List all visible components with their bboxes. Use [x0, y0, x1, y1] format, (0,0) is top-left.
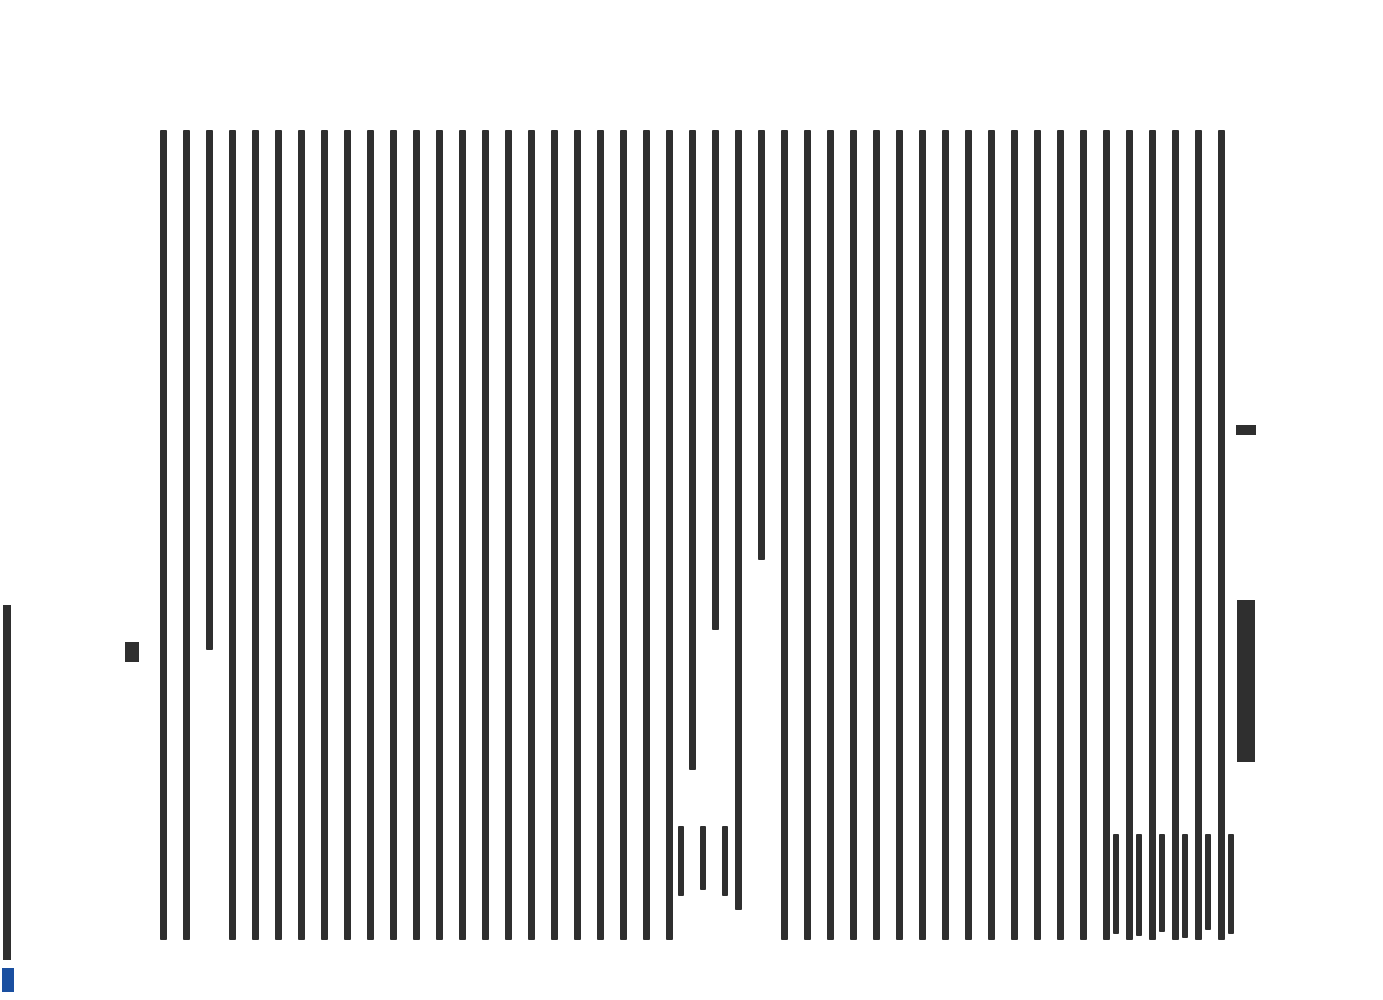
- text-line: [666, 130, 673, 940]
- text-line: [689, 130, 696, 770]
- text-line: [758, 130, 765, 560]
- text-line: [1126, 130, 1133, 940]
- text-line: [643, 130, 650, 940]
- dfg-logo: [2, 968, 14, 992]
- text-line: [896, 130, 903, 940]
- margin-note-line: [700, 826, 706, 890]
- text-line: [321, 130, 328, 940]
- text-line: [229, 130, 236, 940]
- text-line: [275, 130, 282, 940]
- text-line: [1011, 130, 1018, 940]
- text-line: [298, 130, 305, 940]
- margin-note-line: [1159, 834, 1165, 932]
- text-line: [1057, 130, 1064, 940]
- margin-note-line: [1205, 834, 1211, 930]
- text-line: [344, 130, 351, 940]
- text-line: [482, 130, 489, 940]
- text-line: [919, 130, 926, 940]
- text-line: [620, 130, 627, 940]
- text-line: [597, 130, 604, 940]
- text-line: [206, 130, 213, 650]
- text-line: [413, 130, 420, 940]
- footer-credit: [3, 605, 11, 960]
- text-line: [1195, 130, 1202, 940]
- text-line: [735, 130, 742, 910]
- signature-mark: [125, 642, 139, 662]
- text-line: [551, 130, 558, 940]
- text-line: [804, 130, 811, 940]
- text-line: [850, 130, 857, 940]
- text-line: [528, 130, 535, 940]
- text-line: [1218, 130, 1225, 940]
- text-line: [252, 130, 259, 940]
- margin-note-line: [1136, 834, 1142, 936]
- text-line: [942, 130, 949, 940]
- text-line: [436, 130, 443, 940]
- text-line: [505, 130, 512, 940]
- text-line: [781, 130, 788, 940]
- text-line: [1149, 130, 1156, 940]
- text-line: [183, 130, 190, 940]
- text-line: [988, 130, 995, 940]
- margin-note-line: [678, 826, 684, 896]
- text-line: [459, 130, 466, 940]
- margin-note-line: [722, 826, 728, 896]
- text-line: [390, 130, 397, 940]
- margin-note-line: [1228, 834, 1234, 934]
- text-line: [827, 130, 834, 940]
- text-line: [1172, 130, 1179, 940]
- text-line: [1034, 130, 1041, 940]
- document-number-mark: [1237, 600, 1255, 762]
- margin-note-line: [1182, 834, 1188, 938]
- margin-note-line: [1113, 834, 1119, 934]
- text-line: [1080, 130, 1087, 940]
- text-line: [160, 130, 167, 940]
- text-line: [712, 130, 719, 630]
- text-line: [367, 130, 374, 940]
- text-line: [574, 130, 581, 940]
- text-line: [1103, 130, 1110, 940]
- text-line: [873, 130, 880, 940]
- page-number-mark: [1236, 425, 1256, 435]
- text-line: [965, 130, 972, 940]
